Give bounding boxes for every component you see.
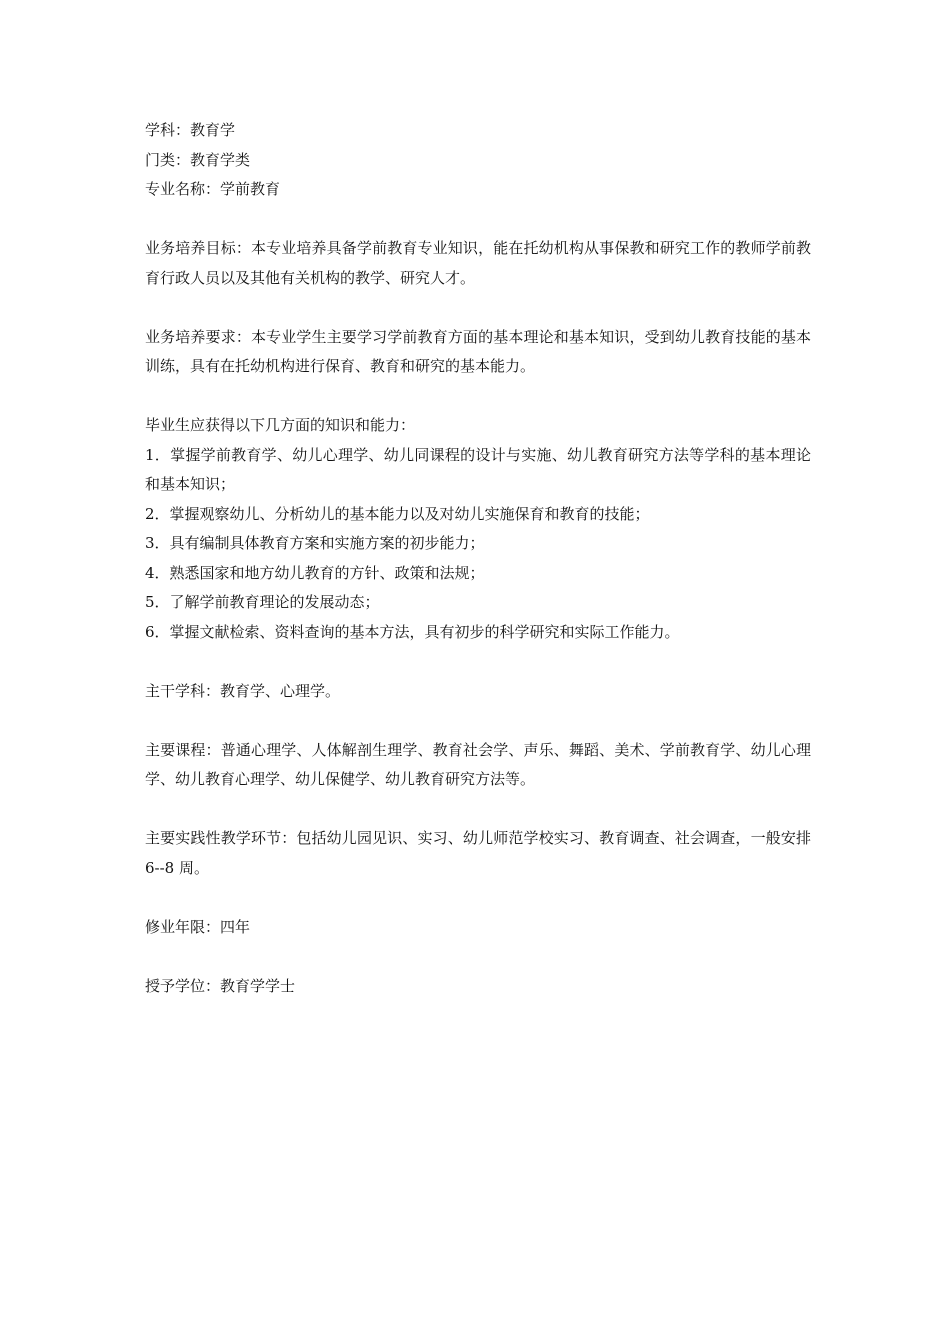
ability-item: 3．具有编制具体教育方案和实施方案的初步能力； (145, 534, 485, 552)
graduate-abilities-intro: 毕业生应获得以下几方面的知识和能力： (145, 416, 416, 434)
ability-item: 2．掌握观察幼儿、分析幼儿的基本能力以及对幼儿实施保育和教育的技能； (145, 504, 650, 523)
spacer (145, 293, 811, 323)
category-line: 门类：教育学类 (145, 150, 251, 169)
practice-paragraph: 主要实践性教学环节：包括幼儿园见识、实习、幼儿师范学校实习、教育调查、社会调查，一般安排 6--8 周。 (145, 829, 811, 877)
ability-item: 4．熟悉国家和地方幼儿教育的方针、政策和法规； (145, 563, 485, 582)
discipline-line: 学科：教育学 (145, 121, 236, 139)
major-name-line: 专业名称：学前教育 (145, 180, 281, 198)
spacer (145, 205, 811, 235)
main-courses-paragraph: 主要课程：普通心理学、人体解剖生理学、教育社会学、声乐、舞蹈、美术、学前教育学、幼儿心理学、幼儿教育心理学、幼儿保健学、幼儿教育研究方法等。 (145, 740, 811, 788)
main-disciplines-line: 主干学科：教育学、心理学。 (145, 681, 341, 700)
training-requirement-paragraph: 业务培养要求：本专业学生主要学习学前教育方面的基本理论和基本知识，受到幼儿教育技能的基本训练，具有在托幼机构进行保育、教育和研究的基本能力。 (145, 327, 811, 375)
spacer (145, 706, 811, 736)
ability-item: 1．掌握学前教育学、幼儿心理学、幼儿同课程的设计与实施、幼儿教育研究方法等学科的基本理论和基本知识； (145, 445, 811, 493)
degree-line: 授予学位：教育学学士 (145, 976, 296, 995)
training-goal-paragraph: 业务培养目标：本专业培养具备学前教育专业知识，能在托幼机构从事保教和研究工作的教师学前教育行政人员以及其他有关机构的教学、研究人才。 (145, 239, 811, 287)
spacer (145, 647, 811, 677)
duration-line: 修业年限：四年 (145, 917, 251, 936)
spacer (145, 883, 811, 913)
spacer (145, 382, 811, 412)
spacer (145, 795, 811, 825)
spacer (145, 942, 811, 972)
document-body (145, 116, 811, 1001)
ability-item: 5．了解学前教育理论的发展动态； (145, 593, 380, 611)
ability-item: 6．掌握文献检索、资料查询的基本方法，具有初步的科学研究和实际工作能力。 (145, 622, 680, 641)
